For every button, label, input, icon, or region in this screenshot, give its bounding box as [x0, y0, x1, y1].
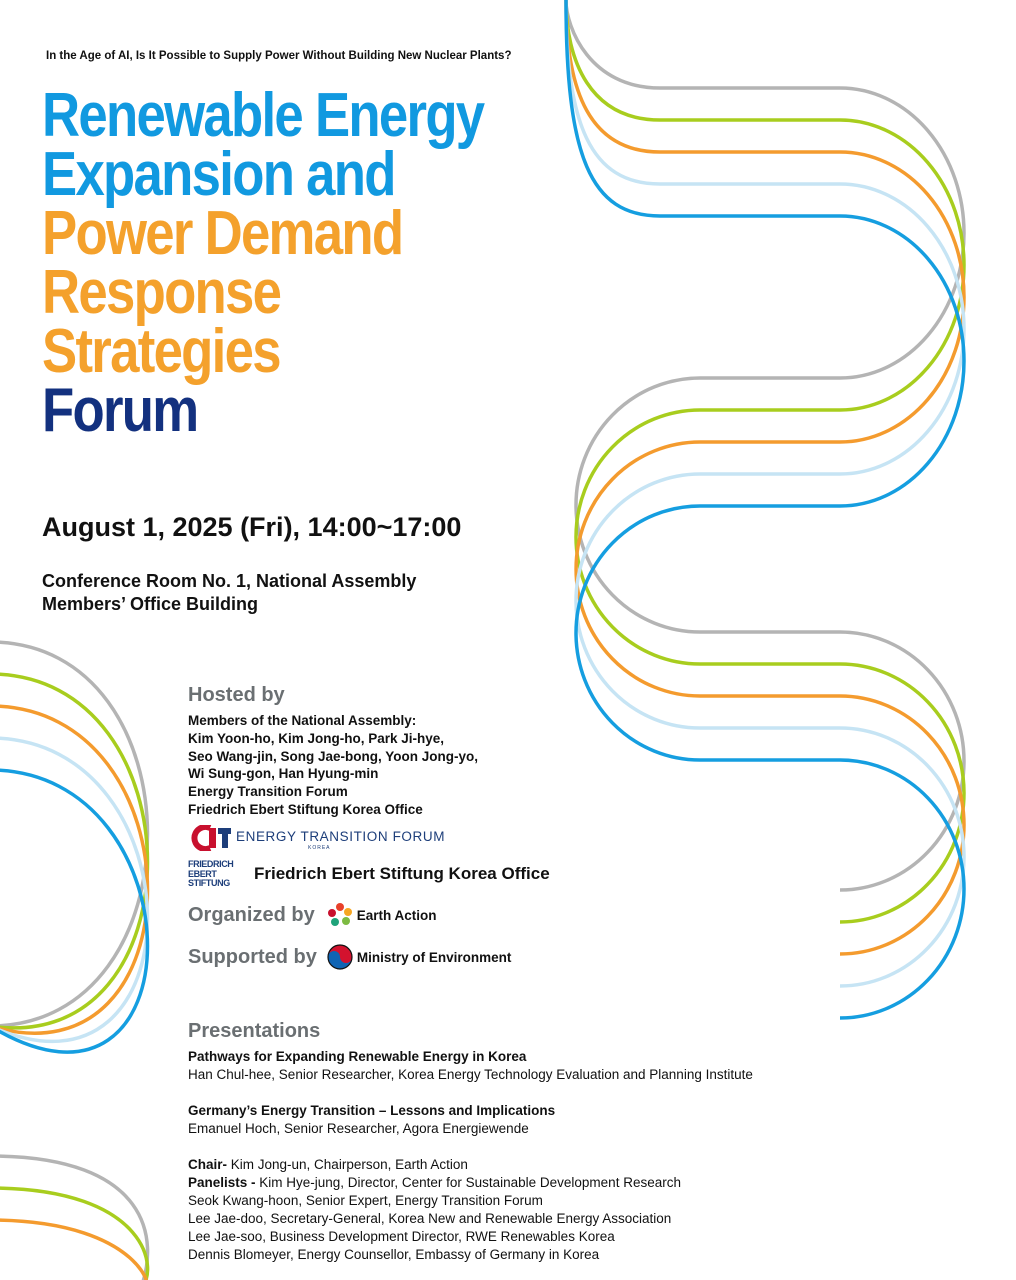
hosts-list [188, 712, 478, 819]
talk-speaker: Emanuel Hoch, Senior Researcher, Agora Energiewende [188, 1121, 529, 1136]
etf-logo-text: ENERGY TRANSITION FORUM [236, 829, 446, 844]
chair-label: Chair- [188, 1157, 228, 1172]
host-line: Wi Sung-gon, Han Hyung-min [188, 766, 379, 782]
event-date: August 1, 2025 (Fri), 14:00~17:00 [42, 512, 462, 542]
supported-by-row [188, 944, 511, 970]
fes-logo-line: EBERT [188, 868, 217, 879]
title-line: Forum [42, 376, 198, 445]
event-venue [42, 570, 416, 616]
chair-text: Kim Jong-un, Chairperson, Earth Action [227, 1157, 468, 1172]
wave-stripe [0, 1156, 148, 1280]
panelists-line [188, 1174, 753, 1192]
tagline: In the Age of AI, Is It Possible to Supply Power Without Building New Nuclear Plants? [46, 50, 512, 62]
hosted-by-heading: Hosted by [188, 684, 285, 706]
host-line: Seo Wang-jin, Song Jae-bong, Yoon Jong-yo, [188, 748, 478, 764]
venue-line: Members’ Office Building [42, 594, 259, 614]
organized-by-row [188, 902, 436, 928]
host-line: Energy Transition Forum [188, 784, 348, 800]
fes-logo-line: FRIEDRICH [188, 859, 234, 869]
host-line: Friedrich Ebert Stiftung Korea Office [188, 801, 423, 817]
energy-transition-forum-logo [188, 824, 448, 854]
title-line: Expansion and [42, 140, 395, 209]
panelist-text: Kim Hye-jung, Director, Center for Sustainable Development Research [255, 1175, 681, 1190]
forum-title [42, 81, 484, 445]
wave-stripe [0, 706, 148, 1033]
presentations-list [188, 1048, 753, 1264]
host-line: Kim Yoon-ho, Kim Jong-ho, Park Ji-hye, [188, 730, 445, 746]
title-line: Response [42, 258, 281, 327]
panelist-line: Lee Jae-doo, Secretary-General, Korea New and Renewable Energy Association [188, 1211, 672, 1226]
panelist-line: Dennis Blomeyer, Energy Counsellor, Embassy of Germany in Korea [188, 1247, 600, 1262]
organized-by-heading: Organized by [188, 903, 315, 926]
talk-speaker: Han Chul-hee, Senior Researcher, Korea Energy Technology Evaluation and Planning Institute [188, 1067, 753, 1082]
etf-emblem-icon [188, 825, 232, 851]
fes-logo [188, 860, 244, 889]
presentations-heading: Presentations [188, 1020, 321, 1042]
talk-title: Pathways for Expanding Renewable Energy in Korea [188, 1049, 527, 1064]
earth-action-label: Earth Action [356, 907, 437, 923]
title-line: Power Demand [42, 199, 403, 268]
panelist-line: Lee Jae-soo, Business Development Director, RWE Renewables Korea [188, 1229, 615, 1244]
wave-stripe [0, 770, 148, 1052]
title-line: Renewable Energy [42, 81, 484, 150]
chair-line [188, 1156, 753, 1174]
fes-label: Friedrich Ebert Stiftung Korea Office [254, 864, 550, 883]
wave-stripe [566, 0, 964, 890]
host-line: Members of the National Assembly: [188, 713, 417, 728]
wave-stripe [566, 0, 964, 986]
fes-logo-line: STIFTUNG [188, 878, 230, 888]
etf-logo-subtext: KOREA [308, 845, 331, 851]
ministry-emblem-icon [327, 944, 353, 970]
talk-title: Germany’s Energy Transition – Lessons and Implications [188, 1103, 556, 1118]
wave-stripe [0, 1220, 148, 1280]
supported-by-heading: Supported by [188, 945, 317, 968]
earth-action-logo-icon [327, 902, 353, 928]
ministry-label: Ministry of Environment [356, 949, 512, 965]
wave-stripe [0, 1188, 148, 1280]
title-line: Strategies [42, 317, 280, 386]
panelist-line: Seok Kwang-hoon, Senior Expert, Energy Transition Forum [188, 1193, 543, 1208]
venue-line: Conference Room No. 1, National Assembly [42, 571, 417, 591]
wave-stripe [0, 738, 148, 1041]
fes-logo-row [188, 858, 588, 894]
wave-stripe [566, 0, 964, 922]
panelists-label: Panelists - [188, 1175, 256, 1190]
